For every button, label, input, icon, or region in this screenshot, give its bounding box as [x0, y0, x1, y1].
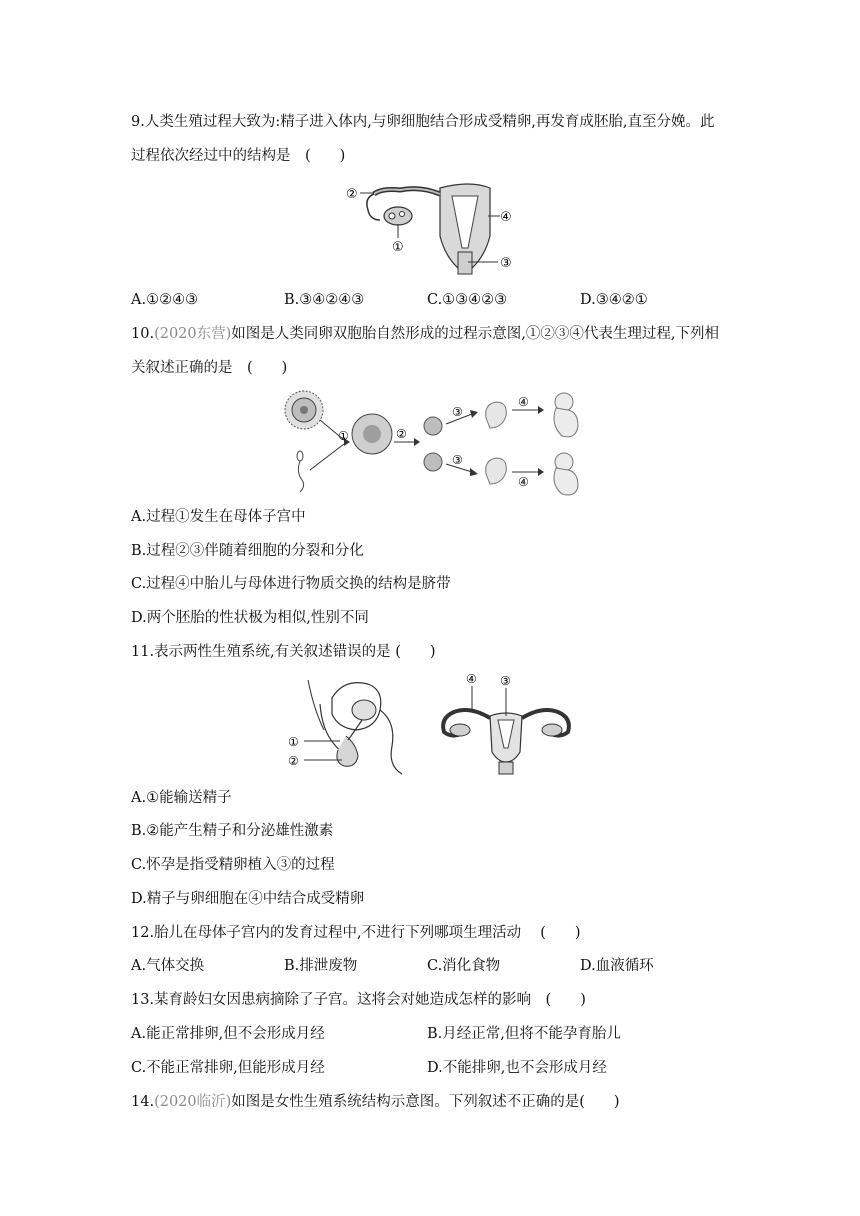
q9-label-1: ① — [392, 240, 404, 255]
q11-label-2: ② — [288, 754, 299, 768]
q13-option-d[interactable]: D.不能排卵,也不会形成月经 — [427, 1060, 607, 1076]
q10-option-b[interactable]: B.过程②③伴随着细胞的分裂和分化 — [131, 543, 364, 559]
q9-label-3: ③ — [500, 256, 512, 271]
q11-label-3: ③ — [500, 674, 511, 688]
q11-option-c[interactable]: C.怀孕是指受精卵植入③的过程 — [131, 857, 335, 873]
q10-option-c[interactable]: C.过程④中胎儿与母体进行物质交换的结构是脐带 — [131, 576, 451, 592]
q12-stem: 12.胎儿在母体子宫内的发育过程中,不进行下列哪项生理活动 ( ) — [131, 925, 581, 941]
q11-option-d[interactable]: D.精子与卵细胞在④中结合成受精卵 — [131, 891, 365, 907]
q9-option-b[interactable]: B.③④②④③ — [284, 292, 365, 308]
q11-reproductive-systems-figure — [284, 670, 584, 778]
q13-option-c[interactable]: C.不能正常排卵,但能形成月经 — [131, 1060, 325, 1076]
q14-number: 14. — [131, 1094, 155, 1110]
q9-female-reproductive-figure — [340, 176, 520, 280]
q10-label-process3-bottom: ③ — [452, 453, 463, 467]
q11-label-4: ④ — [466, 672, 477, 686]
q9-option-d[interactable]: D.③④②① — [580, 292, 648, 308]
q13-option-b[interactable]: B.月经正常,但将不能孕育胎儿 — [427, 1026, 621, 1042]
q14-source: (2020临沂) — [154, 1094, 232, 1110]
q10-twin-process-figure — [280, 388, 590, 498]
q10-stem-text: 如图是人类同卵双胞胎自然形成的过程示意图,①②③④代表生理过程,下列相 — [231, 326, 719, 342]
q11-stem: 11.表示两性生殖系统,有关叙述错误的是 ( ) — [131, 644, 436, 660]
q14-stem-text: 如图是女性生殖系统结构示意图。下列叙述不正确的是( ) — [231, 1094, 620, 1110]
q9-stem-line1: 9.人类生殖过程大致为:精子进入体内,与卵细胞结合形成受精卵,再发育成胚胎,直至分娩。此 — [131, 114, 715, 130]
q9-label-2: ② — [346, 187, 358, 202]
q9-option-c[interactable]: C.①③④②③ — [427, 292, 508, 308]
q10-option-d[interactable]: D.两个胚胎的性状极为相似,性别不同 — [131, 610, 369, 626]
q11-label-1: ① — [288, 735, 299, 749]
q12-option-b[interactable]: B.排泄废物 — [284, 958, 358, 974]
q14-stem — [131, 1092, 620, 1112]
q13-stem: 13.某育龄妇女因患病摘除了子宫。这将会对她造成怎样的影响 ( ) — [131, 992, 586, 1008]
q9-option-a[interactable]: A.①②④③ — [131, 292, 199, 308]
q10-label-process3-top: ③ — [452, 405, 463, 419]
q10-source: (2020东营) — [154, 326, 232, 342]
q10-label-process4-bottom: ④ — [518, 475, 529, 489]
q12-option-d[interactable]: D.血液循环 — [580, 958, 654, 974]
q10-number: 10. — [131, 326, 155, 342]
q10-label-process4-top: ④ — [518, 395, 529, 409]
q12-option-a[interactable]: A.气体交换 — [131, 958, 205, 974]
q10-label-process2: ② — [396, 427, 407, 441]
q10-label-process1: ① — [338, 429, 349, 443]
q9-label-4: ④ — [500, 210, 512, 225]
q9-stem-line2: 过程依次经过中的结构是 ( ) — [131, 148, 346, 164]
q10-option-a[interactable]: A.过程①发生在母体子宫中 — [131, 509, 306, 525]
q12-option-c[interactable]: C.消化食物 — [427, 958, 501, 974]
q10-stem-line1 — [131, 324, 719, 344]
q10-stem-line2: 关叙述正确的是 ( ) — [131, 360, 288, 376]
q11-option-a[interactable]: A.①能输送精子 — [131, 790, 232, 806]
q11-option-b[interactable]: B.②能产生精子和分泌雄性激素 — [131, 823, 334, 839]
q13-option-a[interactable]: A.能正常排卵,但不会形成月经 — [131, 1026, 325, 1042]
